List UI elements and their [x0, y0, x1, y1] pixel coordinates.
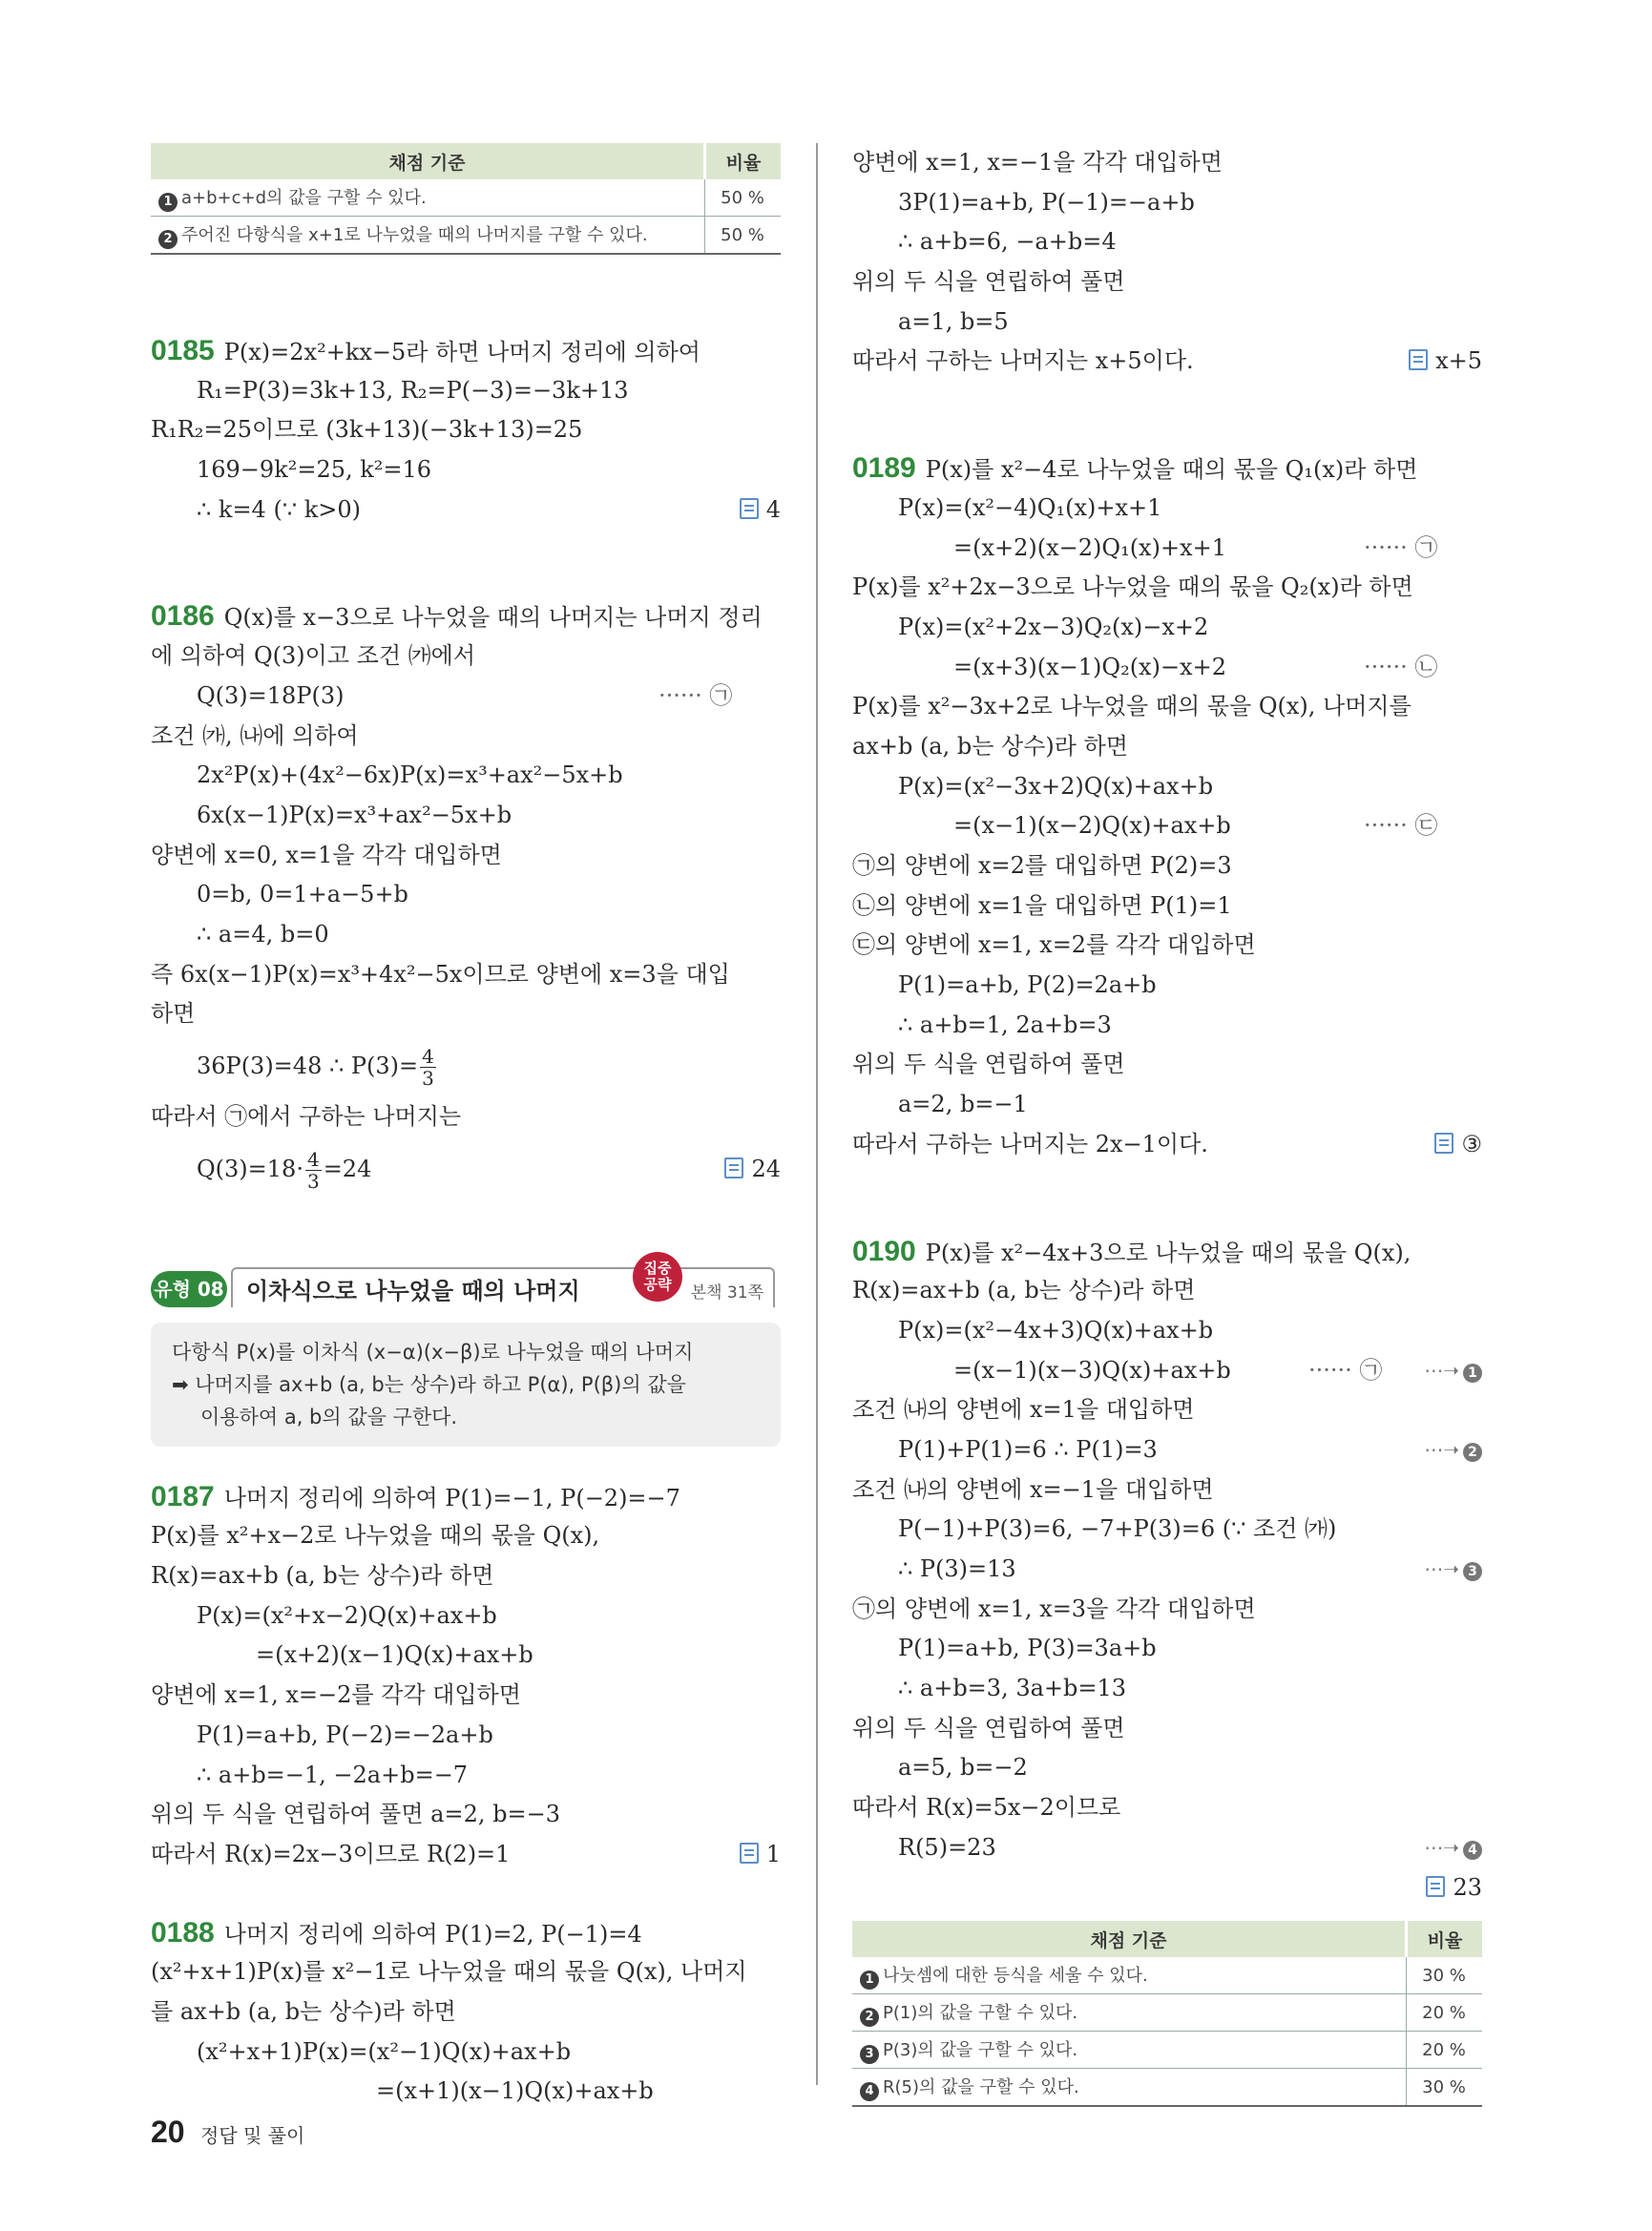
- solution-line: 양변에 x=0, x=1을 각각 대입하면: [151, 841, 502, 868]
- problem-number: 0186: [151, 600, 215, 633]
- solution-line: P(1)+P(1)=6 ∴ P(1)=3: [898, 1435, 1158, 1463]
- hot-badge: 집중 공략: [633, 1252, 682, 1302]
- fraction: [420, 1046, 436, 1089]
- solution-line: ㉠의 양변에 x=1, x=3을 각각 대입하면: [852, 1595, 1256, 1622]
- fraction-numerator: 4: [306, 1147, 320, 1171]
- left-column: [151, 143, 781, 2112]
- problem-0190: [852, 1232, 1482, 1908]
- step-arrow-icon: ⋯➝: [1424, 1437, 1459, 1461]
- table-row: [852, 1957, 1482, 1994]
- solution-line: ∴ a=4, b=0: [197, 920, 329, 948]
- solution-line: 따라서 구하는 나머지는 2x−1이다.: [852, 1130, 1208, 1157]
- criterion-text: R(5)의 값을 구할 수 있다.: [883, 2076, 1079, 2097]
- solution-line: ㉠의 양변에 x=2를 대입하면 P(2)=3: [852, 852, 1232, 879]
- solution-line: ∴ a+b=3, 3a+b=13: [898, 1675, 1127, 1702]
- step-marker: [1424, 1550, 1482, 1590]
- table-row: [151, 217, 781, 255]
- solution-line: P(1)=a+b, P(2)=2a+b: [898, 971, 1157, 999]
- solution-line: 위의 두 식을 연립하여 풀면 a=2, b=−3: [151, 1801, 560, 1828]
- answer-value: 1: [765, 1840, 781, 1867]
- problem-0188-part2: [852, 143, 1482, 382]
- solution-line: =(x+2)(x−1)Q(x)+ax+b: [256, 1641, 533, 1669]
- step-arrow-icon: ⋯➝: [1424, 1835, 1459, 1859]
- criterion-ratio: 30 %: [1407, 2069, 1483, 2107]
- solution-line: R(x)=ax+b (a, b는 상수)라 하면: [852, 1277, 1196, 1304]
- solution-line: R(x)=ax+b (a, b는 상수)라 하면: [151, 1562, 494, 1590]
- solution-line: P(x)=(x²+x−2)Q(x)+ax+b: [197, 1601, 497, 1629]
- right-column: [852, 143, 1482, 2107]
- solution-line: 나머지 정리에 의하여 P(1)=2, P(−1)=4: [223, 1920, 642, 1948]
- solution-line: Q(3)=18·: [197, 1155, 303, 1182]
- solution-line: R(5)=23: [898, 1833, 996, 1861]
- answer-icon: [1426, 1876, 1445, 1897]
- solution-line: 따라서 R(x)=5x−2이므로: [852, 1794, 1121, 1822]
- score-header-ratio: 비율: [1407, 1921, 1483, 1957]
- answer-mark: [1409, 342, 1482, 382]
- step-number-icon: 4: [1463, 1841, 1482, 1860]
- solution-line: P(x)=(x²+2x−3)Q₂(x)−x+2: [898, 613, 1209, 640]
- step-marker: [1424, 1828, 1482, 1868]
- solution-line: P(x)를 x²+2x−3으로 나누었을 때의 몫을 Q₂(x)라 하면: [852, 573, 1413, 601]
- answer-mark: [1426, 1868, 1482, 1908]
- answer-value: x+5: [1435, 347, 1482, 375]
- step-marker: [1424, 1351, 1482, 1391]
- criterion-ratio: 20 %: [1407, 1994, 1483, 2032]
- solution-line: R₁=P(3)=3k+13, R₂=P(−3)=−3k+13: [197, 376, 629, 404]
- solution-line: 따라서 ㉠에서 구하는 나머지는: [151, 1103, 462, 1130]
- solution-line: P(x)=(x²−4x+3)Q(x)+ax+b: [898, 1316, 1214, 1344]
- table-row: [852, 2032, 1482, 2069]
- page-footer: [151, 2115, 304, 2150]
- score-header-criterion: 채점 기준: [151, 143, 705, 179]
- problem-0187: [151, 1477, 781, 1875]
- solution-line: =(x−1)(x−2)Q(x)+ax+b: [953, 812, 1231, 840]
- step-number-icon: 1: [1463, 1364, 1482, 1383]
- answer-mark: [724, 1137, 781, 1200]
- problem-number: 0190: [852, 1235, 916, 1267]
- solution-line: =(x+1)(x−1)Q(x)+ax+b: [376, 2077, 654, 2105]
- equation-tag: ······ ㉡: [1364, 653, 1438, 680]
- table-row: [852, 2069, 1482, 2107]
- solution-line: ∴ k=4 (∵ k>0): [197, 495, 361, 523]
- solution-line: P(1)=a+b, P(3)=3a+b: [898, 1635, 1157, 1662]
- solution-line: P(x)를 x²−4로 나누었을 때의 몫을 Q₁(x)라 하면: [925, 456, 1418, 484]
- solution-line: 위의 두 식을 연립하여 풀면: [852, 1714, 1125, 1741]
- answer-value: 24: [751, 1155, 781, 1182]
- table-row: [151, 179, 781, 217]
- solution-line: =(x+2)(x−2)Q₁(x)+x+1: [953, 533, 1226, 561]
- fraction-numerator: 4: [422, 1045, 434, 1068]
- type-title: 이차식으로 나누었을 때의 나머지: [231, 1267, 775, 1307]
- solution-line: (x²+x+1)P(x)를 x²−1로 나누었을 때의 몫을 Q(x), 나머지: [151, 1958, 747, 1986]
- solution-line: P(−1)+P(3)=6, −7+P(3)=6 (∵ 조건 ㈎): [898, 1515, 1337, 1543]
- textbook-reference: 본책 31쪽: [690, 1282, 763, 1303]
- solution-line: P(x)를 x²−4x+3으로 나누었을 때의 몫을 Q(x),: [925, 1239, 1412, 1266]
- solution-line: P(1)=a+b, P(−2)=−2a+b: [197, 1720, 493, 1748]
- step-arrow-icon: ⋯➝: [1424, 1358, 1459, 1382]
- answer-value: 23: [1453, 1873, 1482, 1901]
- problem-0185: [151, 331, 781, 530]
- problem-0189: [852, 448, 1482, 1164]
- solution-line: 따라서 구하는 나머지는 x+5이다.: [852, 347, 1194, 375]
- answer-icon: [1434, 1133, 1453, 1154]
- solution-line: 2x²P(x)+(4x²−6x)P(x)=x³+ax²−5x+b: [197, 761, 623, 789]
- equation-tag: ······ ㉢: [1364, 812, 1438, 840]
- answer-icon: [740, 1843, 759, 1864]
- score-header-criterion: 채점 기준: [852, 1921, 1407, 1957]
- equation-tag: ······ ㉠: [1308, 1356, 1383, 1384]
- answer-mark: [740, 1835, 781, 1875]
- fraction: [305, 1149, 322, 1192]
- step-number-icon: 2: [1463, 1443, 1482, 1462]
- criterion-text: 나눗셈에 대한 등식을 세울 수 있다.: [883, 1965, 1148, 1986]
- step-arrow-icon: ⋯➝: [1424, 1557, 1459, 1580]
- solution-line: 를 ax+b (a, b는 상수)라 하면: [151, 1997, 456, 2025]
- criterion-ratio: 30 %: [1407, 1957, 1483, 1994]
- solution-line: 즉 6x(x−1)P(x)=x³+4x²−5x이므로 양변에 x=3을 대입: [151, 960, 730, 988]
- answer-value: 4: [765, 495, 781, 523]
- solution-line: (x²+x+1)P(x)=(x²−1)Q(x)+ax+b: [197, 2037, 572, 2065]
- type-badge: 유형 08: [151, 1271, 227, 1307]
- equation-tag: ······ ㉠: [1364, 533, 1438, 561]
- solution-line: 0=b, 0=1+a−5+b: [197, 881, 408, 908]
- problem-0188-part1: [151, 1913, 781, 2112]
- solution-line: P(x)=(x²−3x+2)Q(x)+ax+b: [898, 772, 1214, 800]
- solution-line: 에 의하여 Q(3)이고 조건 ㈎에서: [151, 642, 476, 670]
- step-number-icon: 1: [860, 1970, 879, 1990]
- solution-line: ∴ a+b=−1, −2a+b=−7: [197, 1761, 469, 1788]
- solution-line: a=5, b=−2: [898, 1754, 1028, 1782]
- fraction-denominator: 3: [422, 1067, 434, 1090]
- answer-icon: [740, 498, 759, 519]
- column-divider: [816, 143, 818, 2085]
- step-number-icon: 1: [158, 193, 178, 212]
- footer-label: 정답 및 풀이: [200, 2124, 305, 2147]
- solution-line: 양변에 x=1, x=−1을 각각 대입하면: [852, 149, 1223, 176]
- equation-tag: ······ ㉠: [659, 681, 733, 709]
- solution-line: ㉡의 양변에 x=1을 대입하면 P(1)=1: [852, 891, 1232, 919]
- solution-line: 169−9k²=25, k²=16: [197, 456, 432, 484]
- criterion-ratio: 50 %: [705, 217, 782, 255]
- answer-icon: [1409, 349, 1428, 370]
- criterion-ratio: 20 %: [1407, 2032, 1483, 2069]
- solution-line: Q(x)를 x−3으로 나누었을 때의 나머지는 나머지 정리: [223, 604, 763, 632]
- criterion-text: a+b+c+d의 값을 구할 수 있다.: [181, 187, 427, 208]
- solution-line: 조건 ㈏의 양변에 x=1을 대입하면: [852, 1396, 1195, 1424]
- problem-number: 0185: [151, 335, 215, 366]
- summary-line: ➡ 나머지를 ax+b (a, b는 상수)라 하고 P(α), P(β)의 값을: [172, 1372, 686, 1396]
- solution-line: 조건 ㈏의 양변에 x=−1을 대입하면: [852, 1475, 1214, 1503]
- solution-line: 3P(1)=a+b, P(−1)=−a+b: [898, 188, 1195, 216]
- solution-line: 나머지 정리에 의하여 P(1)=−1, P(−2)=−7: [223, 1484, 680, 1512]
- score-table-2: [852, 1921, 1482, 2107]
- solution-line: =24: [323, 1155, 372, 1182]
- problem-0186: [151, 596, 781, 1199]
- criterion-text: 주어진 다항식을 x+1로 나누었을 때의 나머지를 구할 수 있다.: [181, 224, 648, 245]
- solution-line: P(x)를 x²+x−2로 나누었을 때의 몫을 Q(x),: [151, 1522, 600, 1550]
- answer-icon: [724, 1157, 743, 1178]
- solution-line: P(x)를 x²−3x+2로 나누었을 때의 몫을 Q(x), 나머지를: [852, 693, 1412, 720]
- table-row: [852, 1994, 1482, 2032]
- solution-line: =(x−1)(x−3)Q(x)+ax+b: [953, 1356, 1231, 1384]
- solution-line: P(x)=2x²+kx−5라 하면 나머지 정리에 의하여: [223, 339, 701, 365]
- fraction-denominator: 3: [306, 1169, 320, 1193]
- solution-line: R₁R₂=25이므로 (3k+13)(−3k+13)=25: [151, 416, 583, 444]
- type-header: [151, 1252, 781, 1323]
- solution-line: 조건 ㈎, ㈏에 의하여: [151, 721, 359, 749]
- criterion-text: P(1)의 값을 구할 수 있다.: [883, 2002, 1078, 2023]
- solution-line: ∴ a+b=1, 2a+b=3: [898, 1011, 1112, 1038]
- page-number: 20: [151, 2115, 185, 2149]
- solution-line: 하면: [151, 1000, 196, 1028]
- solution-line: 위의 두 식을 연립하여 풀면: [852, 268, 1125, 296]
- solution-line: ㉢의 양변에 x=1, x=2를 각각 대입하면: [852, 931, 1256, 959]
- step-number-icon: 2: [158, 230, 178, 249]
- solution-line: 6x(x−1)P(x)=x³+ax²−5x+b: [197, 801, 512, 828]
- criterion-ratio: 50 %: [705, 179, 782, 217]
- solution-line: 위의 두 식을 연립하여 풀면: [852, 1051, 1125, 1078]
- step-number-icon: 3: [860, 2045, 879, 2064]
- solution-line: P(x)=(x²−4)Q₁(x)+x+1: [898, 493, 1162, 521]
- step-marker: [1424, 1430, 1482, 1470]
- step-number-icon: 3: [1463, 1562, 1482, 1581]
- solution-line: ∴ a+b=6, −a+b=4: [898, 228, 1117, 256]
- criterion-text: P(3)의 값을 구할 수 있다.: [883, 2039, 1078, 2060]
- solution-line: 따라서 R(x)=2x−3이므로 R(2)=1: [151, 1840, 511, 1867]
- problem-number: 0188: [151, 1916, 215, 1949]
- score-table-1: [151, 143, 781, 255]
- summary-line: 다항식 P(x)를 이차식 (x−α)(x−β)로 나누었을 때의 나머지: [172, 1340, 694, 1364]
- answer-value: ③: [1461, 1130, 1482, 1157]
- solution-line: ax+b (a, b는 상수)라 하면: [852, 732, 1128, 760]
- step-number-icon: 2: [860, 2008, 879, 2027]
- answer-mark: [1434, 1125, 1482, 1165]
- solution-line: ∴ P(3)=13: [898, 1555, 1016, 1582]
- step-number-icon: 4: [860, 2082, 879, 2101]
- problem-number: 0187: [151, 1480, 215, 1512]
- solution-line: 양변에 x=1, x=−2를 각각 대입하면: [151, 1681, 521, 1709]
- score-header-ratio: 비율: [705, 143, 782, 179]
- problem-number: 0189: [852, 452, 916, 485]
- solution-line: a=1, b=5: [898, 307, 1009, 335]
- solution-line: Q(3)=18P(3): [197, 681, 345, 709]
- answer-mark: [740, 490, 781, 531]
- solution-line: a=2, b=−1: [898, 1091, 1028, 1118]
- solution-line: =(x+3)(x−1)Q₂(x)−x+2: [953, 653, 1226, 680]
- summary-line: 이용하여 a, b의 값을 구한다.: [200, 1405, 458, 1428]
- solution-line: 36P(3)=48 ∴ P(3)=: [197, 1053, 419, 1079]
- type-summary: [151, 1323, 781, 1447]
